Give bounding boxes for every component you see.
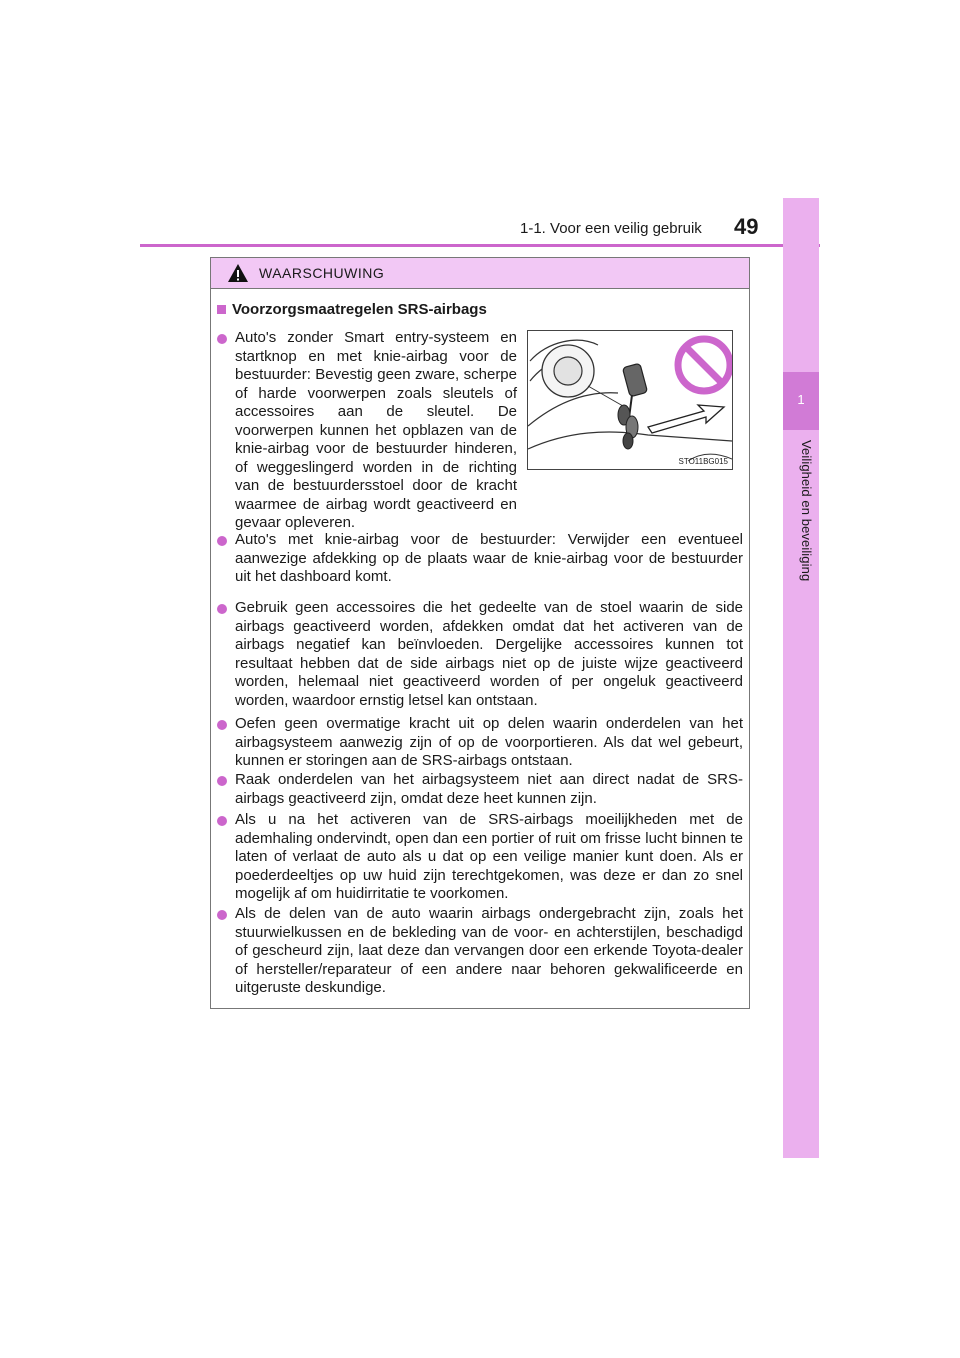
warning-item [217,599,743,711]
warning-item-text: Oefen geen overmatige kracht uit op delen waarin onderdelen van het airbagsysteem aanwezig zijn of op de voorportieren. Als dat wel gebeurt, kunnen er storingen aan de SRS-airbags ontstaan. [235,715,743,769]
warning-item-text: Als u na het activeren van de SRS-airbags moeilijkheden met de ademhaling ondervindt, open dan een portier of ruit om frisse lucht binnen te laten of verlaat de auto als u dat op een veilige manier kunt doen. Als er poederdeeltjes op uw huid zijn terechtgekomen, was deze er dan zo snel mogelijk af om huidirritatie te voorkomen. [235,811,743,902]
warning-item [217,905,743,999]
square-bullet-icon [217,305,226,314]
warning-item-text: Auto's zonder Smart entry-systeem en startknop en met knie-airbag voor de bestuurder: Bevestig geen zware, scherpe of harde voorwerpen zoals sleutels of accessoires aan de sleutel. De voorwerpen kunnen het opblazen van de knie-airbag voor de bestuurder hinderen, of weggeslingerd worden in de richting van de bestuurdersstoel door de kracht waarmee de airbag wordt geactiveerd en gevaar opleveren. [235,329,517,531]
bullet-dot-icon [217,604,227,614]
bullet-dot-icon [217,776,227,786]
ignition-key-illustration [528,331,732,469]
warning-item [217,715,743,775]
key-ignition-figure [527,330,733,470]
warning-title: WAARSCHUWING [259,265,385,281]
bullet-dot-icon [217,334,227,344]
bullet-dot-icon [217,910,227,920]
warning-item [217,329,517,531]
warning-item-text: Gebruik geen accessoires die het gedeelte van de stoel waarin de side airbags geactiveerd worden, afdekken omdat dat het activeren van de airbags negatief kan beïnvloeden. Dergelijke accessoires kunnen tot resultaat hebben dat de side airbags niet op de juiste wijze geactiveerd worden, helemaal niet geactiveerd worden of per ongeluk geactiveerd worden, waardoor ernstig letsel kan ontstaan. [235,599,743,709]
bullet-dot-icon [217,720,227,730]
warning-item-text: Auto's met knie-airbag voor de bestuurder: Verwijder een eventueel aanwezige afdekking op de plaats waar de knie-airbag voor de bestuurder uit het dashboard komt. [235,531,743,585]
warning-item [217,771,743,811]
header-section-title: 1-1. Voor een veilig gebruik [520,220,702,237]
chapter-number: 1 [797,392,805,407]
bullet-dot-icon [217,816,227,826]
header-rule [140,244,820,247]
section-heading [217,301,487,318]
warning-item [217,811,743,902]
warning-header [211,258,749,289]
chapter-side-tab [783,198,819,1158]
warning-triangle-icon [227,263,249,283]
warning-item-text: Raak onderdelen van het airbagsysteem niet aan direct nadat de SRS-airbags geactiveerd zijn, omdat deze heet kunnen zijn. [235,771,743,807]
warning-item-text: Als de delen van de auto waarin airbags ondergebracht zijn, zoals het stuurwielkussen en de bekleding van de voor- en achterstijlen, beschadigd of gescheurd zijn, laat deze dan vervangen door een erkende Toyota-dealer of hersteller/reparateur of een andere naar behoren gekwalificeerde en uitgeruste deskundige. [235,905,743,996]
chapter-label: Veiligheid en beveiliging [799,440,814,582]
page-number: 49 [734,214,759,239]
figure-code: STO11BG015 [678,457,728,466]
warning-item [217,531,743,591]
bullet-dot-icon [217,536,227,546]
warning-box [210,257,750,1009]
section-heading-text: Voorzorgsmaatregelen SRS-airbags [232,301,487,318]
